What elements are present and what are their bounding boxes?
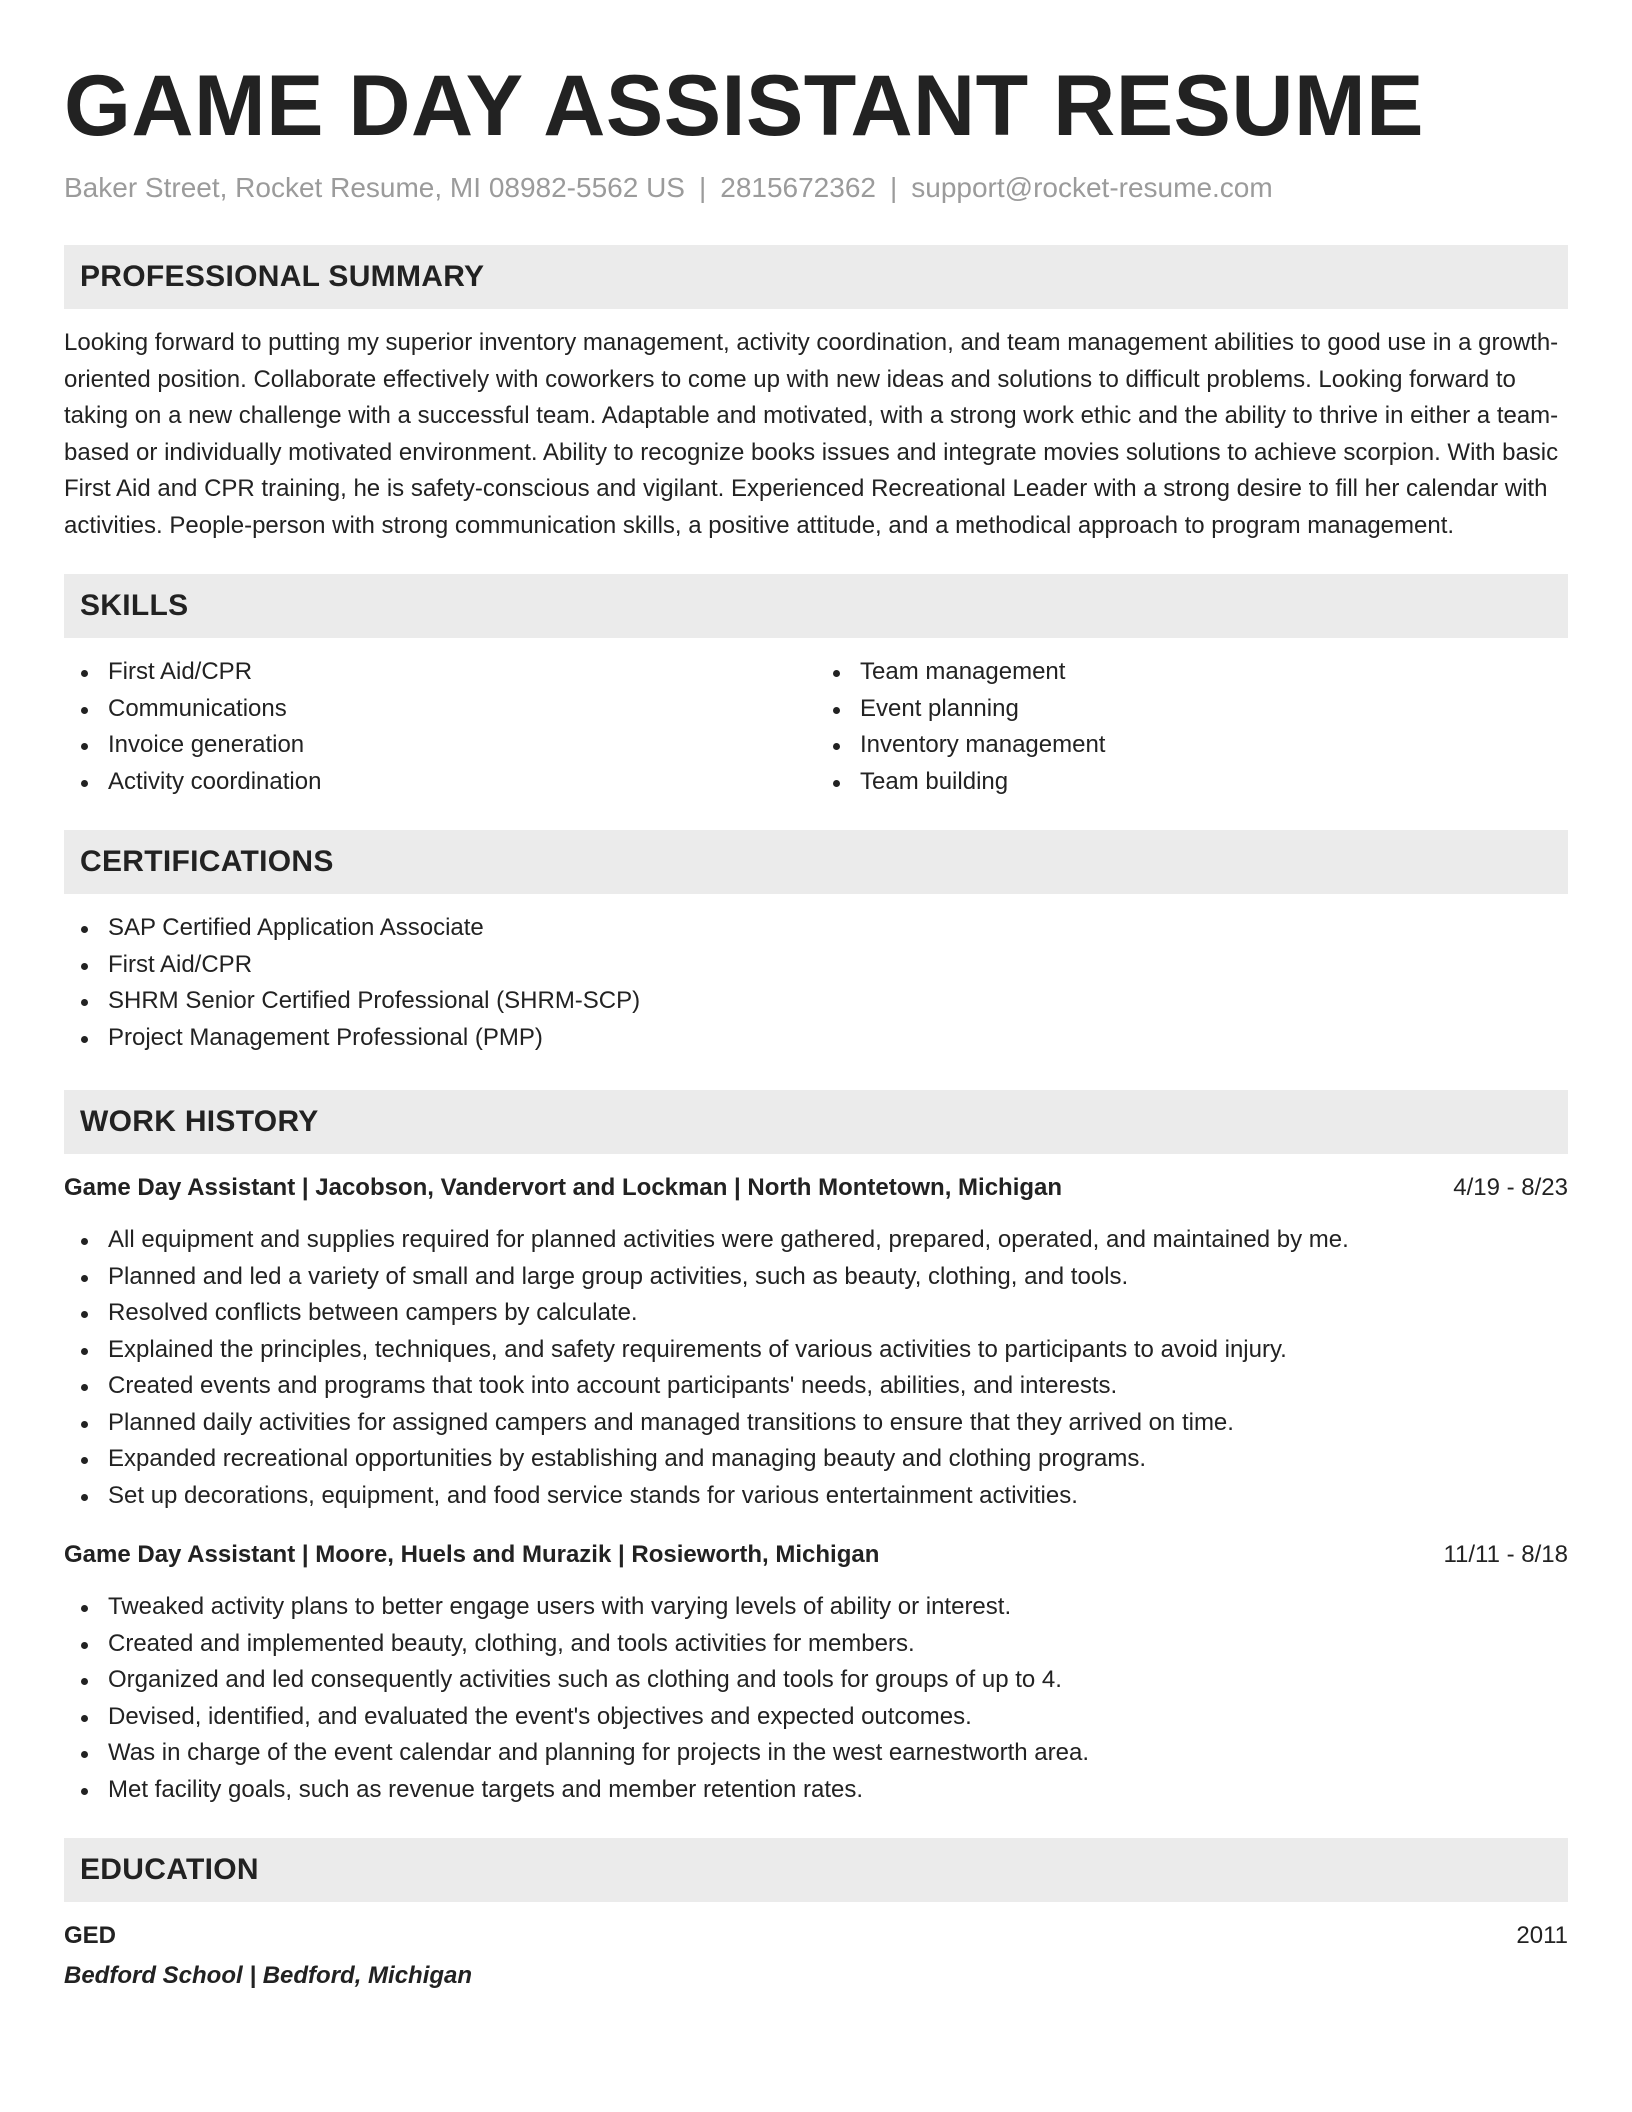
job-bullets [64, 1222, 1568, 1514]
section-heading-certifications: CERTIFICATIONS [64, 830, 1568, 894]
section-heading-education: EDUCATION [64, 1838, 1568, 1902]
education-entry [64, 1918, 1568, 1994]
contact-separator: | [698, 172, 707, 203]
job-bullet: Planned daily activities for assigned campers and managed transitions to ensure that they arrived on time. [64, 1405, 1568, 1442]
job-bullet: Explained the principles, techniques, and safety requirements of various activities to participants to avoid injury. [64, 1332, 1568, 1369]
education-degree: GED [64, 1922, 117, 1949]
job-header [64, 1170, 1568, 1206]
skills-right-column [816, 654, 1568, 800]
job-header [64, 1537, 1568, 1573]
job-bullets [64, 1589, 1568, 1808]
certification-item: SHRM Senior Certified Professional (SHRM-SCP) [64, 983, 1568, 1020]
certification-item: SAP Certified Application Associate [64, 910, 1568, 947]
education-school: Bedford School | Bedford, Michigan [64, 1962, 473, 1989]
resume-title: GAME DAY ASSISTANT RESUME [64, 58, 1425, 154]
section-heading-summary: PROFESSIONAL SUMMARY [64, 245, 1568, 309]
skill-item: First Aid/CPR [64, 654, 816, 691]
education-header [64, 1918, 1568, 1954]
skill-item: Communications [64, 691, 816, 728]
job-bullet: Tweaked activity plans to better engage users with varying levels of ability or interest. [64, 1589, 1568, 1626]
contact-line [64, 170, 1568, 206]
job-title: Game Day Assistant | Moore, Huels and Murazik | Rosieworth, Michigan [64, 1541, 880, 1568]
skills-left-column [64, 654, 816, 800]
job-bullet: Met facility goals, such as revenue targets and member retention rates. [64, 1772, 1568, 1809]
job-entry [64, 1170, 1568, 1514]
job-bullet: All equipment and supplies required for planned activities were gathered, prepared, operated, and maintained by me. [64, 1222, 1568, 1259]
job-bullet: Organized and led consequently activities such as clothing and tools for groups of up to 4. [64, 1662, 1568, 1699]
job-bullet: Planned and led a variety of small and large group activities, such as beauty, clothing, and tools. [64, 1259, 1568, 1296]
skill-item: Invoice generation [64, 727, 816, 764]
job-title: Game Day Assistant | Jacobson, Vandervort and Lockman | North Montetown, Michigan [64, 1174, 1063, 1201]
job-bullet: Created events and programs that took into account participants' needs, abilities, and interests. [64, 1368, 1568, 1405]
certification-item: First Aid/CPR [64, 947, 1568, 984]
skill-item: Inventory management [816, 727, 1568, 764]
job-entry [64, 1537, 1568, 1808]
job-bullet: Created and implemented beauty, clothing, and tools activities for members. [64, 1626, 1568, 1663]
job-bullet: Devised, identified, and evaluated the event's objectives and expected outcomes. [64, 1699, 1568, 1736]
skill-item: Team building [816, 764, 1568, 801]
job-bullet: Set up decorations, equipment, and food service stands for various entertainment activities. [64, 1478, 1568, 1515]
contact-phone: 2815672362 [720, 172, 876, 203]
job-bullet: Was in charge of the event calendar and planning for projects in the west earnestworth area. [64, 1735, 1568, 1772]
skill-item: Activity coordination [64, 764, 816, 801]
skill-item: Team management [816, 654, 1568, 691]
skill-item: Event planning [816, 691, 1568, 728]
job-dates: 11/11 - 8/18 [1443, 1541, 1568, 1568]
summary-text: Looking forward to putting my superior inventory management, activity coordination, and team management abilities to good use in a growth-oriented position. Collaborate effectively with coworkers to come up with new ideas and solutions to difficult problems. Looking forward to taking on a new challenge with a successful team. Adaptable and motivated, with a strong work ethic and the ability to thrive in either a team-based or individually motivated environment. Ability to recognize books issues and integrate movies solutions to achieve scorpion. With basic First Aid and CPR training, he is safety-conscious and vigilant. Experienced Recreational Leader with a strong desire to fill her calendar with activities. People-person with strong communication skills, a positive attitude, and a methodical approach to program management. [64, 329, 1559, 539]
contact-email: support@rocket-resume.com [911, 172, 1273, 203]
job-dates: 4/19 - 8/23 [1453, 1174, 1568, 1201]
job-bullet: Expanded recreational opportunities by establishing and managing beauty and clothing programs. [64, 1441, 1568, 1478]
job-bullet: Resolved conflicts between campers by calculate. [64, 1295, 1568, 1332]
contact-address: Baker Street, Rocket Resume, MI 08982-5562 US [64, 172, 685, 203]
certification-item: Project Management Professional (PMP) [64, 1020, 1568, 1057]
skills-list [64, 654, 1568, 800]
section-heading-work-history: WORK HISTORY [64, 1090, 1568, 1154]
certifications-list [64, 910, 1568, 1056]
education-year: 2011 [1516, 1922, 1568, 1949]
section-heading-skills: SKILLS [64, 574, 1568, 638]
contact-separator: | [889, 172, 898, 203]
